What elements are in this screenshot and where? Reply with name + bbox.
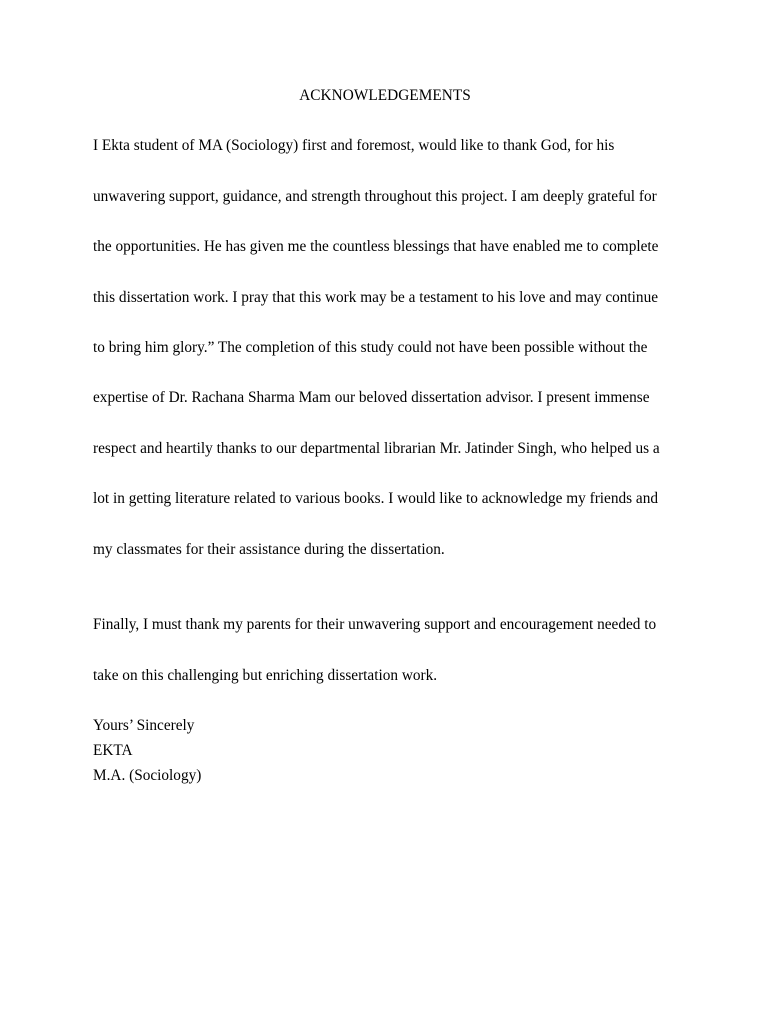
signature-name: EKTA (93, 742, 133, 760)
text-line: this dissertation work. I pray that this work may be a testament to his love and may continue (93, 288, 659, 306)
text-line: to bring him glory.” The completion of this study could not have been possible without the (93, 339, 648, 357)
text-line: I Ekta student of MA (Sociology) first and foremost, would like to thank God, for his (93, 137, 615, 155)
text-line: take on this challenging but enriching dissertation work. (93, 666, 438, 684)
text-line: my classmates for their assistance during the dissertation. (93, 540, 445, 558)
text-line: expertise of Dr. Rachana Sharma Mam our beloved dissertation advisor. I present immense (93, 389, 650, 407)
text-line: respect and heartily thanks to our departmental librarian Mr. Jatinder Singh, who helped us a (93, 439, 660, 457)
acknowledgement-paragraph-2 (93, 587, 673, 713)
closing-salutation: Yours’ Sincerely (93, 717, 195, 735)
page-title: ACKNOWLEDGEMENTS (299, 87, 471, 104)
text-line: lot in getting literature related to various books. I would like to acknowledge my friends and (93, 490, 658, 508)
text-line: unwavering support, guidance, and strength throughout this project. I am deeply grateful for (93, 187, 657, 205)
acknowledgement-paragraph-1 (93, 108, 673, 587)
signature-degree: M.A. (Sociology) (93, 767, 202, 785)
text-line: the opportunities. He has given me the countless blessings that have enabled me to complete (93, 238, 659, 256)
document-page (93, 83, 673, 789)
text-line: Finally, I must thank my parents for their unwavering support and encouragement needed to (93, 616, 657, 634)
